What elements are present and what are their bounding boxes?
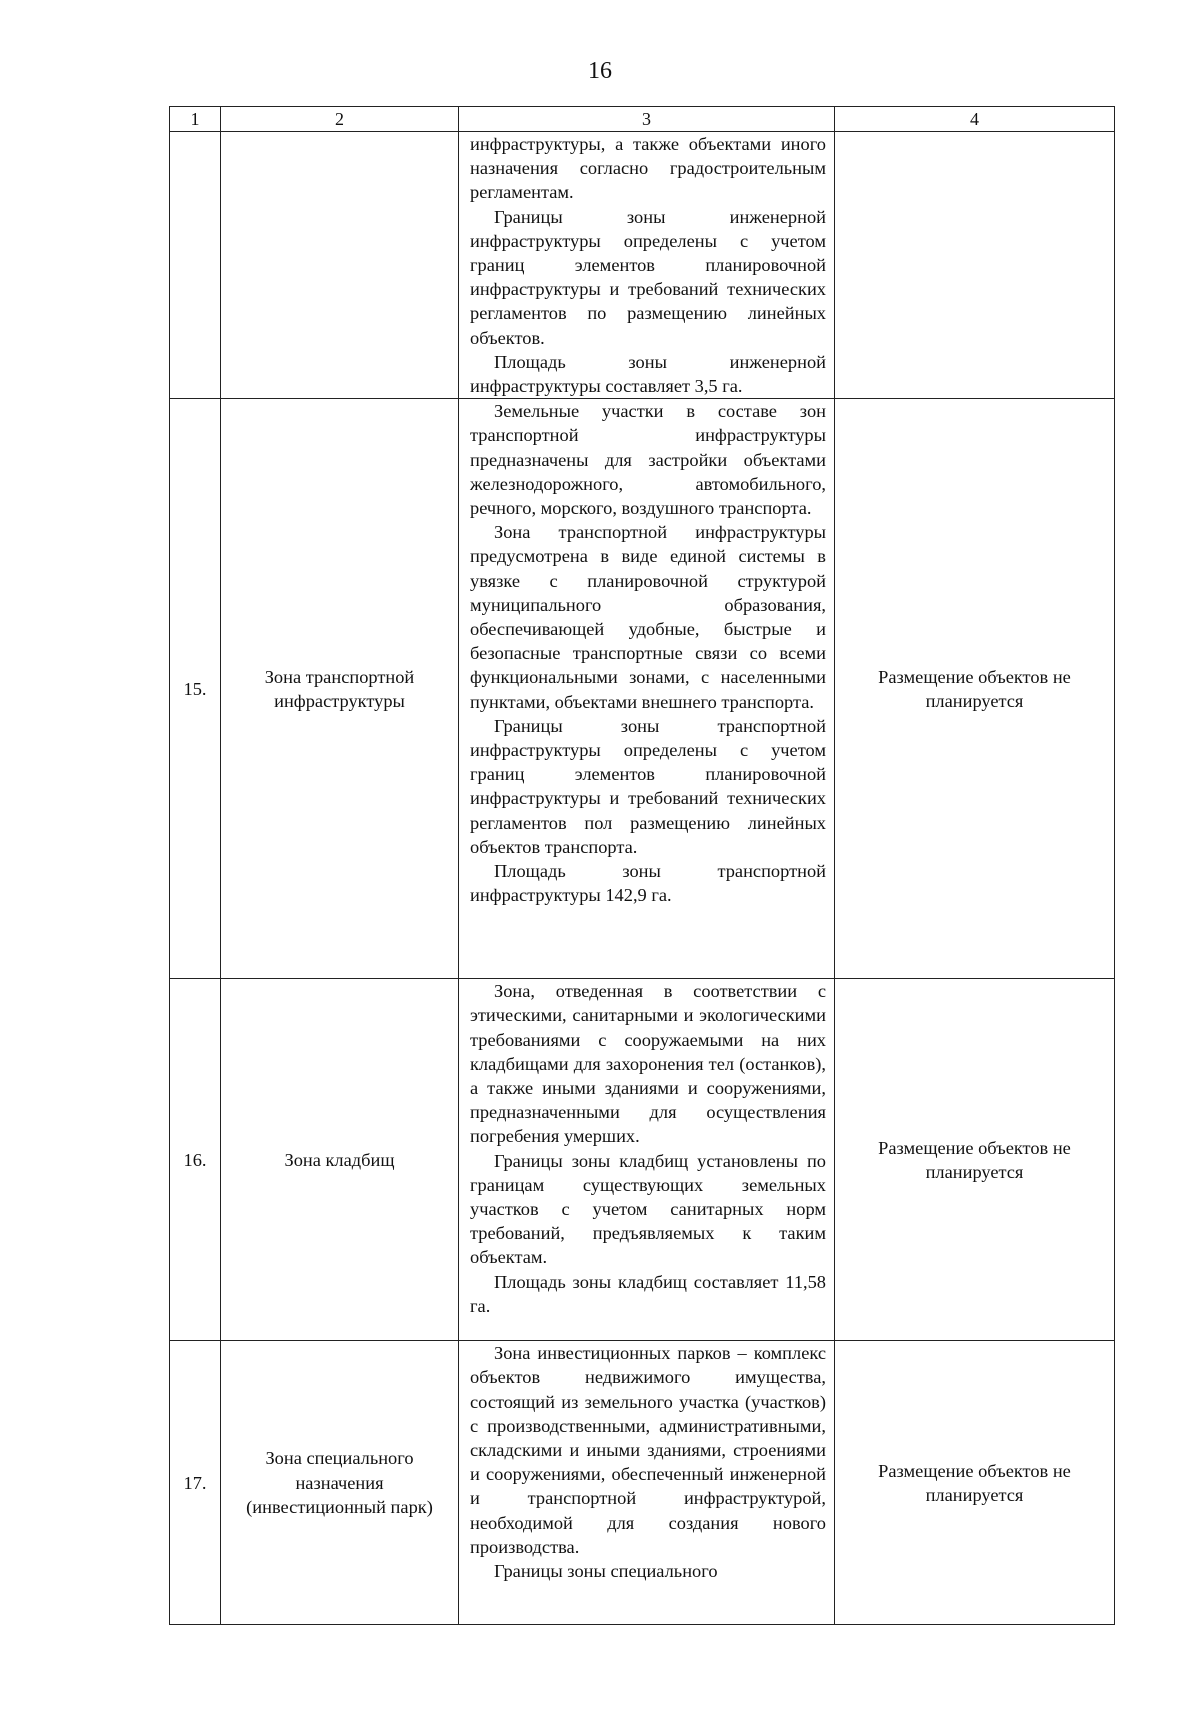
table-row <box>170 132 1115 399</box>
description-paragraph: инфраструктуры, а также объектами иного назначения согласно градостроительным регламентам. <box>470 134 826 203</box>
row-number <box>170 132 221 399</box>
table-header-row <box>170 107 1115 132</box>
description-paragraph: Земельные участки в составе зон транспортной инфраструктуры предназначены для застройки объектами железнодорожного, автомобильного, речного, морского, воздушного транспорта. <box>470 401 826 519</box>
zone-description <box>459 132 835 399</box>
column-number-4: 4 <box>835 107 1115 132</box>
column-number-2: 2 <box>221 107 459 132</box>
description-paragraph: Зона, отведенная в соответствии с этическими, санитарными и экологическими требованиями с сооружаемыми на них кладбищами для захоронения тел (останков), а также иными зданиями и сооружениями, предназначенными для осуществления погребения умерших. <box>470 981 826 1147</box>
zone-note: Размещение объектов не планируется <box>835 1341 1115 1625</box>
zone-name: Зона транспортной инфраструктуры <box>221 399 459 979</box>
table-row <box>170 1341 1115 1625</box>
description-paragraph: Границы зоны инженерной инфраструктуры определены с учетом границ элементов планировочной инфраструктуры и требований технических регламентов по размещению линейных объектов. <box>470 206 826 348</box>
row-number: 17. <box>170 1341 221 1625</box>
description-paragraph: Границы зоны специального <box>494 1561 718 1582</box>
zone-note: Размещение объектов не планируется <box>835 979 1115 1341</box>
zone-note: Размещение объектов не планируется <box>835 399 1115 979</box>
zone-description <box>459 399 835 979</box>
description-paragraph: Границы зоны кладбищ установлены по границам существующих земельных участков с учетом санитарных норм требований, предъявляемых к таким объектам. <box>470 1150 826 1268</box>
row-number: 16. <box>170 979 221 1341</box>
table-row <box>170 979 1115 1341</box>
zones-table <box>169 106 1115 1625</box>
description-paragraph: Зона транспортной инфраструктуры предусмотрена в виде единой системы в увязке с планировочной структурой муниципального образования, обеспечивающей удобные, быстрые и безопасные транспортные связи со всеми функциональными зонами, с населенными пунктами, объектами внешнего транспорта. <box>470 522 826 712</box>
description-paragraph: Площадь зоны кладбищ составляет 11,58 га. <box>470 1271 826 1316</box>
zone-name: Зона специального назначения (инвестиционный парк) <box>221 1341 459 1625</box>
description-paragraph: Зона инвестиционных парков – комплекс объектов недвижимого имущества, состоящий из земельного участка (участков) с производственными, административными, складскими и иными зданиями, строениями и сооружениями, обеспеченный инженерной и транспортной инфраструктурой, необходимой для создания нового производства. <box>470 1343 826 1557</box>
table-row <box>170 399 1115 979</box>
description-paragraph: Площадь зоны транспортной инфраструктуры 142,9 га. <box>470 861 826 906</box>
zone-name: Зона кладбищ <box>221 979 459 1341</box>
description-paragraph: Площадь зоны инженерной инфраструктуры составляет 3,5 га. <box>470 351 826 397</box>
zone-description <box>459 1341 835 1625</box>
zone-name <box>221 132 459 399</box>
zone-note <box>835 132 1115 399</box>
page-number: 16 <box>588 58 612 84</box>
column-number-1: 1 <box>170 107 221 132</box>
column-number-3: 3 <box>459 107 835 132</box>
description-paragraph: Границы зоны транспортной инфраструктуры определены с учетом границ элементов планировочной инфраструктуры и требований технических регламентов пол размещению линейных объектов транспорта. <box>470 715 826 857</box>
row-number: 15. <box>170 399 221 979</box>
zone-description <box>459 979 835 1341</box>
